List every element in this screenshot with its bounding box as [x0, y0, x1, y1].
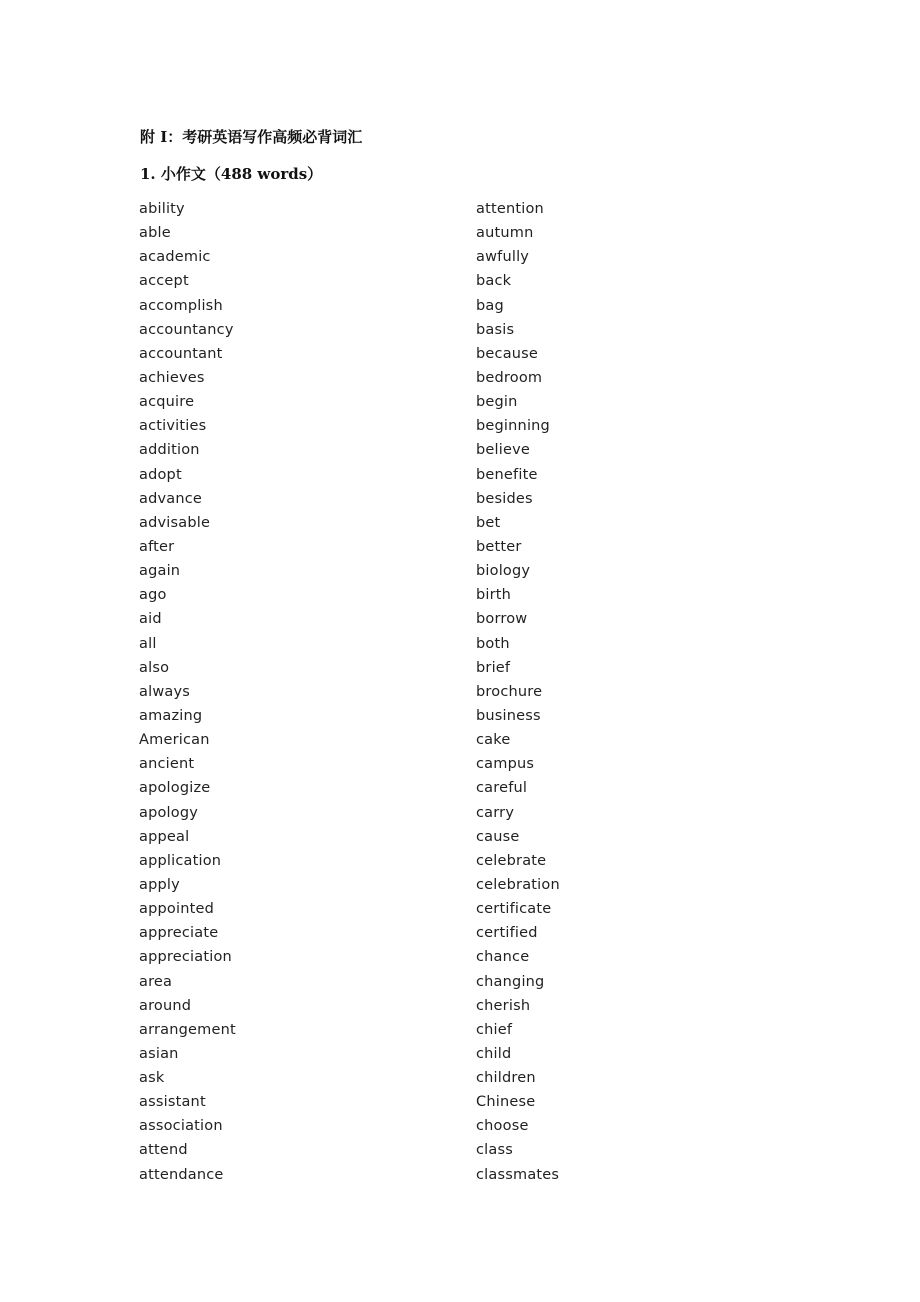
word-item: believe — [476, 442, 531, 459]
word-item: addition — [139, 442, 200, 459]
word-item: chief — [476, 1021, 513, 1038]
word-item: basis — [476, 321, 515, 338]
word-item: awfully — [476, 249, 530, 266]
word-item: birth — [476, 587, 512, 604]
word-item: attend — [139, 1142, 188, 1159]
word-item: accountancy — [139, 321, 234, 338]
word-item: accomplish — [139, 297, 223, 314]
word-item: American — [139, 732, 210, 749]
word-item: all — [139, 635, 157, 652]
word-item: apology — [139, 804, 199, 821]
word-item: autumn — [476, 225, 534, 242]
word-item: chance — [476, 949, 530, 966]
word-item: better — [476, 538, 522, 555]
word-item: careful — [476, 780, 528, 797]
word-item: acquire — [139, 394, 195, 411]
word-item: attendance — [139, 1166, 224, 1183]
word-item: children — [476, 1070, 536, 1087]
word-item: changing — [476, 973, 545, 990]
word-item: celebrate — [476, 852, 547, 869]
word-item: brochure — [476, 683, 543, 700]
word-item: amazing — [139, 707, 203, 724]
word-item: advance — [139, 490, 203, 507]
word-item: celebration — [476, 876, 560, 893]
word-list-right — [476, 198, 560, 1188]
word-item: appeal — [139, 828, 190, 845]
word-item: certificate — [476, 901, 552, 918]
word-item: apologize — [139, 780, 211, 797]
appendix-title: 附 I：考研英语写作高频必背词汇 — [140, 128, 363, 146]
word-item: asian — [139, 1045, 179, 1062]
word-item: appreciate — [139, 925, 219, 942]
word-item: choose — [476, 1118, 529, 1135]
word-item: appreciation — [139, 949, 232, 966]
word-item: appointed — [139, 901, 214, 918]
word-item: academic — [139, 249, 211, 266]
word-item: beginning — [476, 418, 550, 435]
word-item: also — [139, 659, 170, 676]
section-heading: 1. 小作文（488 words） — [140, 165, 323, 183]
word-item: association — [139, 1118, 223, 1135]
word-item: ask — [139, 1070, 165, 1087]
word-item: borrow — [476, 611, 528, 628]
word-item: child — [476, 1045, 512, 1062]
word-item: campus — [476, 756, 535, 773]
word-item: classmates — [476, 1166, 560, 1183]
word-item: area — [139, 973, 173, 990]
word-item: carry — [476, 804, 515, 821]
word-item: aid — [139, 611, 162, 628]
word-item: both — [476, 635, 510, 652]
word-item: besides — [476, 490, 533, 507]
word-item: back — [476, 273, 512, 290]
word-item: apply — [139, 876, 180, 893]
word-item: cause — [476, 828, 520, 845]
word-item: around — [139, 997, 192, 1014]
word-item: application — [139, 852, 222, 869]
word-item: accountant — [139, 345, 223, 362]
word-item: adopt — [139, 466, 182, 483]
word-item: assistant — [139, 1094, 206, 1111]
word-item: biology — [476, 563, 531, 580]
word-item: begin — [476, 394, 518, 411]
word-item: activities — [139, 418, 207, 435]
word-item: brief — [476, 659, 511, 676]
word-item: again — [139, 563, 181, 580]
word-item: accept — [139, 273, 189, 290]
word-item: achieves — [139, 369, 205, 386]
word-item: after — [139, 538, 175, 555]
word-item: arrangement — [139, 1021, 236, 1038]
word-item: ago — [139, 587, 167, 604]
word-list-left — [139, 198, 236, 1188]
word-item: attention — [476, 201, 544, 217]
word-item: business — [476, 707, 541, 724]
word-item: cake — [476, 732, 511, 749]
word-item: class — [476, 1142, 513, 1159]
word-item: cherish — [476, 997, 531, 1014]
word-item: bag — [476, 297, 504, 314]
word-item: benefite — [476, 466, 538, 483]
word-item: ancient — [139, 756, 195, 773]
word-item: able — [139, 225, 171, 242]
word-item: bet — [476, 514, 501, 531]
word-item: certified — [476, 925, 538, 942]
word-item: ability — [139, 201, 185, 217]
word-item: advisable — [139, 514, 211, 531]
word-item: always — [139, 683, 190, 700]
word-item: because — [476, 345, 539, 362]
word-item: bedroom — [476, 369, 543, 386]
word-item: Chinese — [476, 1094, 536, 1111]
